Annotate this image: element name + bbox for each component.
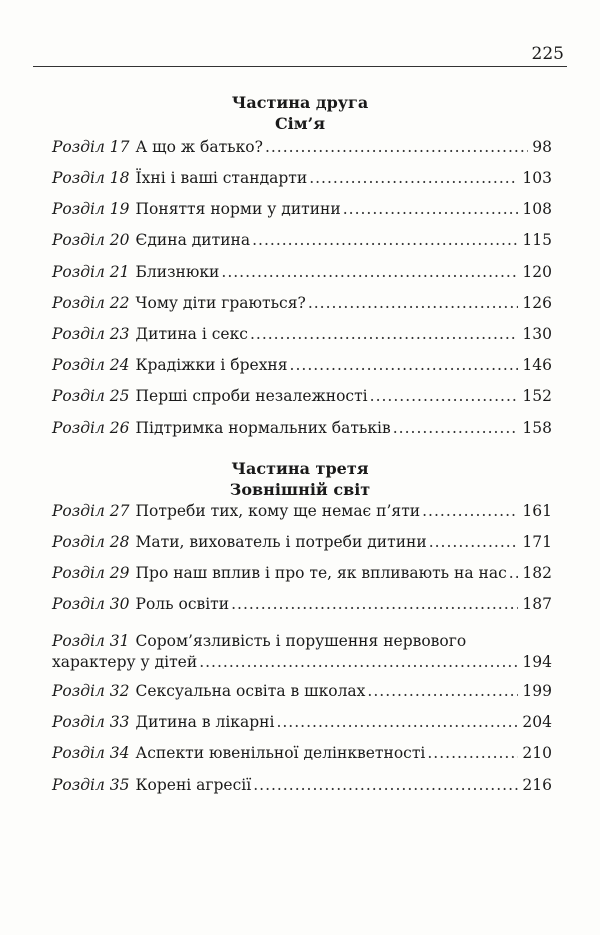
toc-entry (52, 386, 552, 407)
leader-dots (250, 324, 518, 345)
toc-entry (52, 712, 552, 733)
chapter-number: Розділ 24 (52, 356, 130, 374)
chapter-title: Єдина дитина (135, 231, 251, 249)
toc-entry (52, 199, 552, 220)
page-ref: 152 (522, 387, 552, 405)
chapter-number: Розділ 22 (52, 294, 130, 312)
page-number: 225 (531, 44, 564, 64)
toc-entry (52, 137, 552, 158)
page-ref: 210 (522, 744, 552, 762)
chapter-number: Розділ 31 (52, 632, 130, 650)
chapter-number: Розділ 26 (52, 419, 130, 437)
toc-entry (52, 501, 552, 522)
page-ref: 182 (522, 564, 552, 582)
chapter-title: Перші спроби незалежності (135, 387, 368, 405)
toc-entry (52, 293, 552, 314)
leader-dots (509, 563, 519, 584)
chapter-number: Розділ 23 (52, 325, 130, 343)
chapter-title: Про наш вплив і про те, як впливають на нас (135, 564, 507, 582)
toc-entry (52, 563, 552, 584)
chapter-number: Розділ 25 (52, 387, 130, 405)
toc-entry (52, 775, 552, 796)
chapter-title: Поняття норми у дитини (135, 200, 341, 218)
chapter-number: Розділ 20 (52, 231, 130, 249)
part3-title: Частина третя (231, 459, 369, 478)
page-ref: 158 (522, 419, 552, 437)
chapter-number: Розділ 17 (52, 138, 130, 156)
page-ref: 216 (522, 776, 552, 794)
leader-dots (265, 137, 528, 158)
toc-entry (52, 631, 552, 673)
chapter-title: Сором’язливість і порушення нервового (135, 632, 467, 650)
leader-dots (343, 199, 519, 220)
page-ref: 161 (522, 502, 552, 520)
page-ref: 204 (522, 713, 552, 731)
chapter-number: Розділ 33 (52, 713, 130, 731)
chapter-number: Розділ 18 (52, 169, 130, 187)
toc-entry (52, 355, 552, 376)
toc-entry (52, 262, 552, 283)
toc-entry (52, 743, 552, 764)
page-ref: 120 (522, 263, 552, 281)
chapter-title: Потреби тих, кому ще немає п’яти (135, 502, 421, 520)
chapter-number: Розділ 29 (52, 564, 130, 582)
chapter-title: Їхні і ваші стандарти (135, 169, 308, 187)
page-ref: 126 (522, 294, 552, 312)
chapter-title: Дитина в лікарні (135, 713, 275, 731)
leader-dots (199, 652, 518, 673)
leader-dots (367, 681, 518, 702)
page-ref: 199 (522, 682, 552, 700)
chapter-number: Розділ 32 (52, 682, 130, 700)
toc-entry (52, 168, 552, 189)
leader-dots (393, 418, 519, 439)
header-rule (33, 66, 567, 67)
page-ref: 115 (522, 231, 552, 249)
toc-entry (52, 324, 552, 345)
chapter-title: Близнюки (135, 263, 220, 281)
toc-entry (52, 230, 552, 251)
page-ref: 187 (522, 595, 552, 613)
chapter-title: Роль освіти (135, 595, 230, 613)
chapter-title: Аспекти ювенільної делінкветності (135, 744, 426, 762)
page-ref: 130 (522, 325, 552, 343)
page-ref: 171 (522, 533, 552, 551)
chapter-title: Підтримка нормальних батьків (135, 419, 391, 437)
page-ref: 98 (532, 138, 552, 156)
leader-dots (276, 712, 518, 733)
chapter-title-continued: характеру у дітей (52, 653, 198, 671)
leader-dots (252, 230, 518, 251)
chapter-title: Корені агресії (135, 776, 252, 794)
chapter-number: Розділ 28 (52, 533, 130, 551)
leader-dots (290, 355, 519, 376)
leader-dots (253, 775, 518, 796)
part2-subtitle: Сім’я (274, 114, 326, 133)
part2-title: Частина друга (231, 93, 369, 112)
chapter-title: Чому діти граються? (135, 294, 306, 312)
leader-dots (231, 594, 518, 615)
page-ref: 146 (522, 356, 552, 374)
leader-dots (422, 501, 518, 522)
chapter-title: А що ж батько? (135, 138, 263, 156)
toc-entry (52, 418, 552, 439)
toc-entry (52, 594, 552, 615)
chapter-title: Крадіжки і брехня (135, 356, 288, 374)
chapter-number: Розділ 35 (52, 776, 130, 794)
chapter-number: Розділ 30 (52, 595, 130, 613)
leader-dots (427, 743, 518, 764)
part3-subtitle: Зовнішній світ (229, 480, 371, 499)
chapter-number: Розділ 34 (52, 744, 130, 762)
chapter-number: Розділ 27 (52, 502, 130, 520)
leader-dots (308, 293, 519, 314)
chapter-number: Розділ 21 (52, 263, 130, 281)
chapter-number: Розділ 19 (52, 200, 130, 218)
leader-dots (370, 386, 519, 407)
leader-dots (429, 532, 519, 553)
chapter-title: Дитина і секс (135, 325, 248, 343)
toc-entry (52, 532, 552, 553)
leader-dots (221, 262, 518, 283)
page-ref: 194 (522, 653, 552, 671)
leader-dots (309, 168, 518, 189)
chapter-title: Сексуальна освіта в школах (135, 682, 366, 700)
chapter-title: Мати, вихователь і потреби дитини (135, 533, 427, 551)
page-ref: 108 (522, 200, 552, 218)
page-ref: 103 (522, 169, 552, 187)
toc-entry (52, 681, 552, 702)
